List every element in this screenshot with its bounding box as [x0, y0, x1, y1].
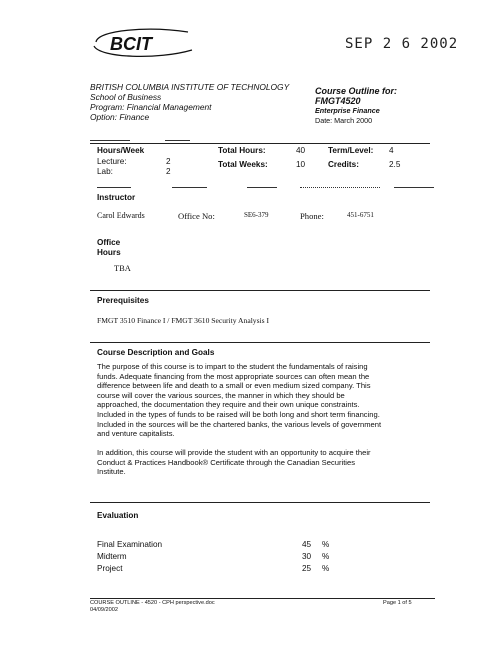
lab-value: 2	[166, 167, 171, 176]
office-hours-title-line1: Office	[97, 238, 121, 247]
divider	[247, 187, 277, 188]
course-code: FMGT4520	[315, 96, 361, 106]
office-hours-value: TBA	[114, 264, 131, 273]
footer-page: Page 1 of 5	[383, 600, 412, 606]
total-hours-label: Total Hours:	[218, 146, 266, 155]
description-line: funds. Adequate financing from the most appropriate sources can often mean the	[97, 371, 370, 381]
received-date-stamp: SEP 2 6 2002	[345, 36, 459, 52]
footer-file	[90, 600, 215, 614]
logo-text: BCIT	[110, 34, 152, 54]
description-line: In addition, this course will provide the student with an opportunity to acquire their	[97, 448, 371, 457]
lecture-value: 2	[166, 157, 171, 166]
divider	[394, 187, 434, 188]
description-paragraph-2	[97, 448, 427, 477]
evaluation-unit: %	[322, 540, 330, 549]
divider	[97, 187, 131, 188]
description-title: Course Description and Goals	[97, 348, 215, 357]
description-paragraph-1	[97, 362, 427, 439]
evaluation-unit: %	[322, 552, 330, 561]
description-line: course will cover the various sources, the manner in which they should be	[97, 390, 345, 400]
phone-value: 451-6751	[347, 211, 374, 219]
divider	[90, 143, 430, 144]
course-name: Enterprise Finance	[315, 106, 380, 115]
institute-name: BRITISH COLUMBIA INSTITUTE OF TECHNOLOGY	[90, 82, 290, 92]
prerequisites-text: FMGT 3510 Finance I / FMGT 3610 Security Analysis I	[97, 316, 270, 325]
divider	[165, 140, 190, 141]
bcit-logo	[88, 24, 198, 64]
evaluation-title: Evaluation	[97, 511, 139, 520]
description-line: The purpose of this course is to impart to the student the fundamentals of raising	[97, 362, 368, 371]
description-line: difference between life and death to a small or even medium sized company. This	[97, 381, 371, 391]
divider	[90, 140, 130, 141]
institution-block	[90, 82, 289, 122]
divider	[172, 187, 207, 188]
lecture-label: Lecture:	[97, 157, 127, 166]
divider	[90, 502, 430, 503]
program-name: Program: Financial Management	[90, 102, 212, 112]
footer-filename: COURSE OUTLINE - 4520 - CPH perspective.doc	[90, 600, 215, 606]
instructor-name: Carol Edwards	[97, 211, 145, 220]
evaluation-label-midterm: Midterm	[97, 552, 127, 561]
description-line: and venture capitalists.	[97, 429, 175, 439]
evaluation-value-final: 45	[302, 540, 312, 549]
outline-label: Course Outline for:	[315, 86, 398, 96]
credits-value: 2.5	[389, 160, 401, 169]
credits-label: Credits:	[328, 160, 359, 169]
option-name: Option: Finance	[90, 112, 150, 122]
divider	[90, 290, 430, 291]
evaluation-label-final: Final Examination	[97, 540, 163, 549]
description-line: Institute.	[97, 467, 126, 477]
instructor-title: Instructor	[97, 193, 136, 202]
term-level-label: Term/Level:	[328, 146, 374, 155]
outline-date: Date: March 2000	[315, 116, 373, 125]
divider	[90, 342, 430, 343]
footer-date: 04/09/2002	[90, 607, 118, 613]
hours-title: Hours/Week	[97, 146, 145, 155]
divider	[300, 187, 380, 188]
prerequisites-title: Prerequisites	[97, 296, 149, 305]
description-line: Conduct & Practices Handbook® Certificate through the Canadian Securities	[97, 457, 356, 467]
evaluation-label-project: Project	[97, 564, 123, 573]
footer-divider	[90, 598, 435, 599]
office-value: SE6-379	[244, 211, 269, 219]
term-level-value: 4	[389, 146, 394, 155]
school-name: School of Business	[90, 92, 162, 102]
phone-label: Phone:	[300, 211, 324, 221]
office-hours-title-line2: Hours	[97, 248, 121, 257]
office-label: Office No:	[178, 211, 215, 221]
description-line: Included in the sources will be the chartered banks, the various levels of government	[97, 419, 382, 429]
evaluation-value-project: 25	[302, 564, 312, 573]
total-weeks-label: Total Weeks:	[218, 160, 268, 169]
description-line: Included in the types of funds to be raised will be both long and short term financing.	[97, 409, 380, 419]
lab-label: Lab:	[97, 167, 113, 176]
total-hours-value: 40	[296, 146, 306, 155]
evaluation-value-midterm: 30	[302, 552, 312, 561]
total-weeks-value: 10	[296, 160, 306, 169]
description-line: approached, the documentation they require and their own unique constraints.	[97, 400, 360, 410]
evaluation-unit: %	[322, 564, 330, 573]
course-outline-block	[315, 86, 397, 126]
